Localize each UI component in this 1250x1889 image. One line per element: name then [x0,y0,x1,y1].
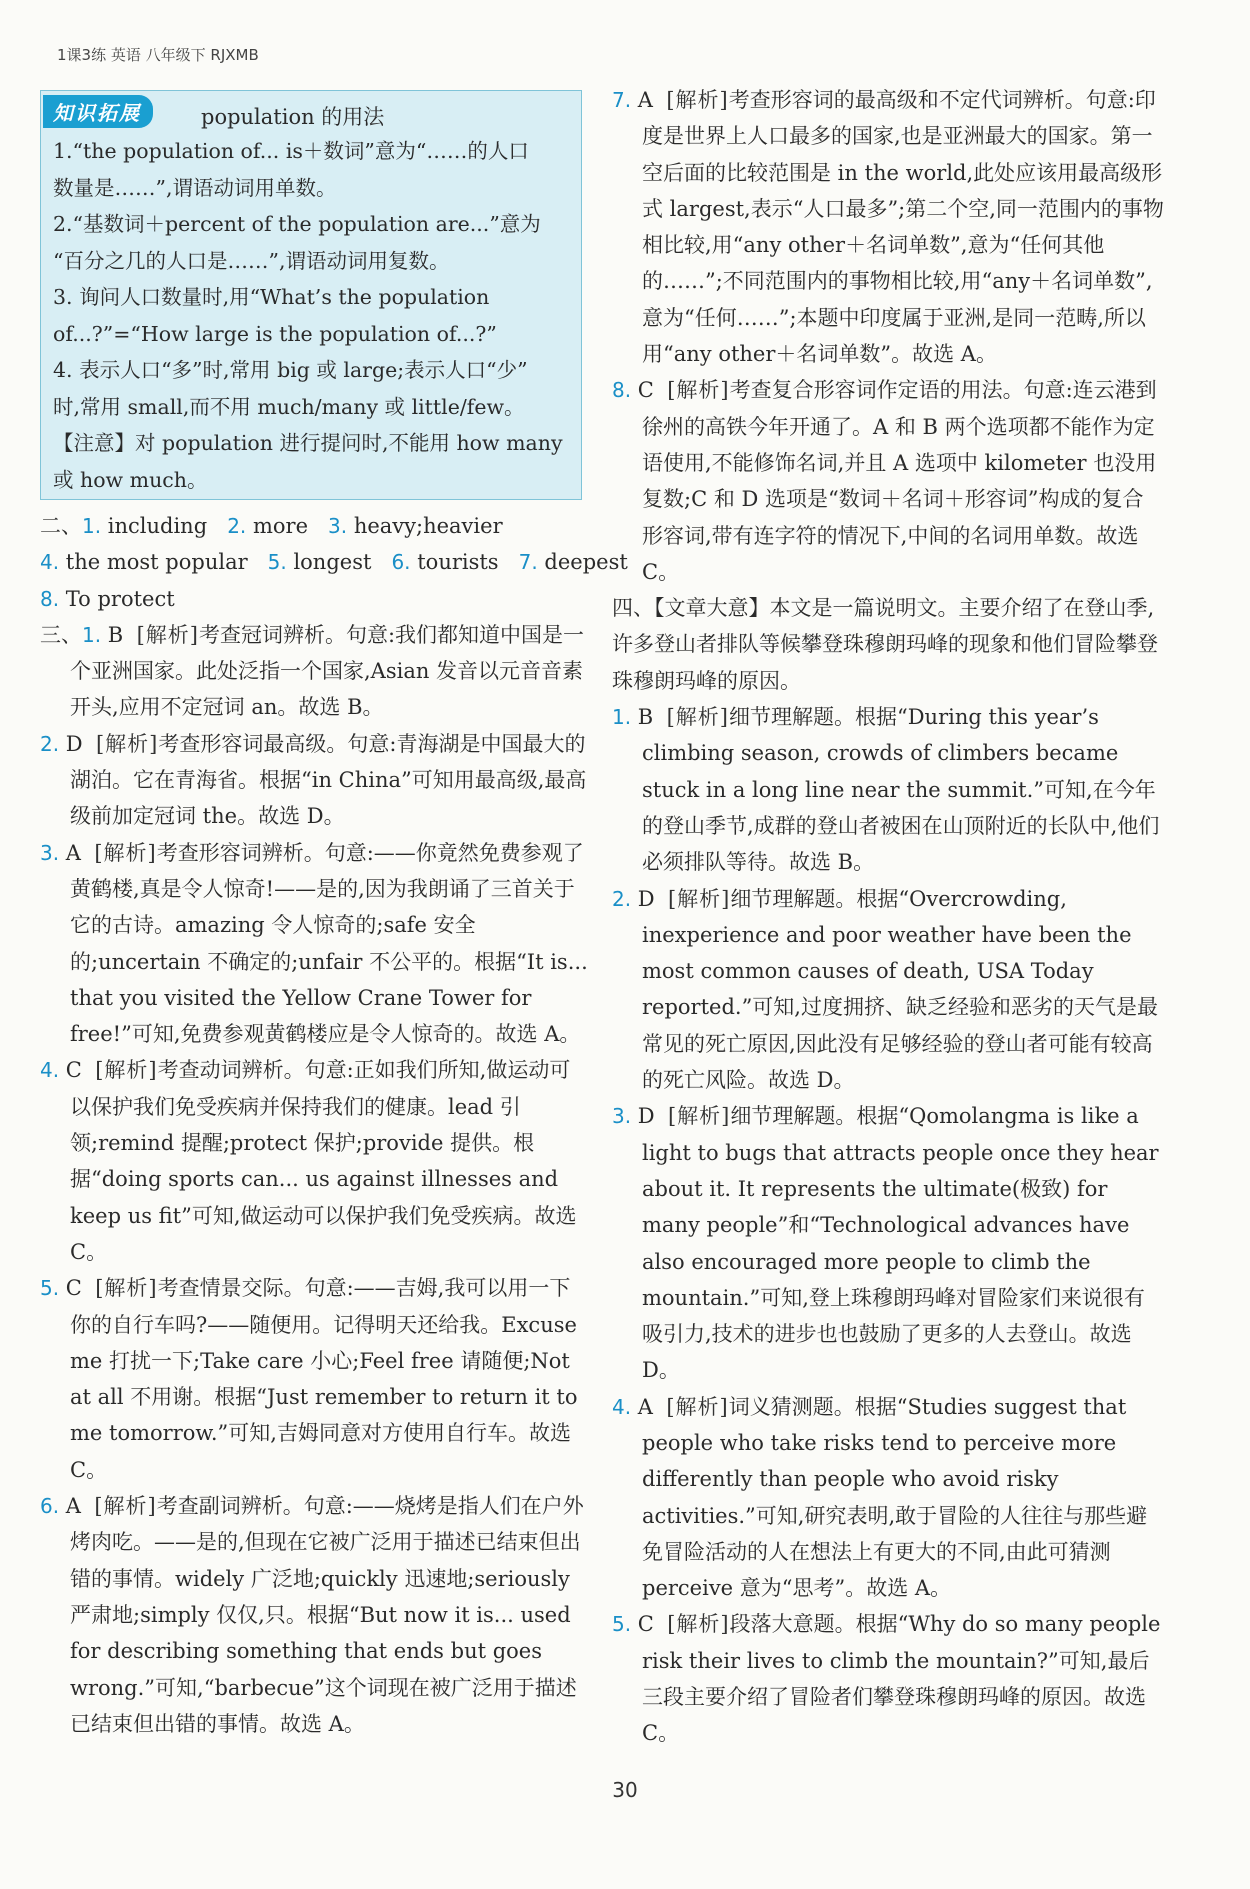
summary-text: 本文是一篇说明文。主要介绍了在登山季,许多登山者排队等候攀登珠穆朗玛峰的现象和他们冒险攀登珠穆朗玛峰的原因。 [612,596,1158,693]
explanation-item [612,82,1164,372]
answer-text: including [107,514,208,538]
item-answer: B [637,705,654,730]
item-text: 细节理解题。根据“Qomolangma is like a light to bugs that attracts people once they hear about it. It represents the ultimate(极致) for many people”和“Technological advances have also encouraged more people to climb the mountain.”可知,登上珠穆朗玛峰对冒险家们来说很有吸引力,技术的进步也也鼓励了更多的人去登山。故选 D。 [642,1104,1159,1383]
explanation-item [612,372,1164,590]
explanation-item [612,1606,1164,1751]
analysis-tag: [解析] [94,840,157,865]
answer-text: the most popular [65,550,248,575]
explanation-item [40,1052,590,1270]
item-number: 1. [612,705,632,730]
knowledge-box-title-row [53,101,573,133]
knowledge-line: 【注意】对 population 进行提问时,不能用 how many [53,431,563,455]
item-answer: D [637,1104,655,1129]
section-4-label: 四、 [612,596,654,621]
answer-number: 3. [328,514,348,538]
explanation-item [40,1488,590,1742]
answer-number: 4. [40,550,60,575]
knowledge-line: of...?”=“How large is the population of...?” [53,321,497,346]
item-number: 7. [612,88,632,112]
knowledge-line: 数量是……”,谓语动词用单数。 [53,175,337,200]
explanation-item [40,1270,590,1488]
item-text: 考查情景交际。句意:——吉姆,我可以用一下你的自行车吗?——随便用。记得明天还给我。Excuse me 打扰一下;Take care 小心;Feel free 请随便;Not at all 不用谢。根据“Just remember to return it to me tomorrow.”可知,吉姆同意对方使用自行车。故选 C。 [70,1276,578,1482]
section-4-summary [612,590,1164,699]
explanation-item [40,726,590,835]
knowledge-box-tag: 知识拓展 [43,95,153,128]
item-text: 考查形容词辨析。句意:——你竟然免费参观了黄鹤楼,真是令人惊奇!——是的,因为我朗诵了三首关于它的古诗。amazing 令人惊奇的;safe 安全的;uncertain 不确定的;unfair 不公平的。根据“It is... that you visited the Yellow Crane Tower for free!”可知,免费参观黄鹤楼应是令人惊奇的。故选 A。 [70,840,588,1047]
analysis-tag: [解析] [666,88,729,112]
item-text: 考查形容词的最高级和不定代词辨析。句意:印度是世界上人口最多的国家,也是亚洲最大的国家。第一空后面的比较范围是 in the world,此处应该用最高级形式 largest,表示“人口最多”;第二个空,同一范围内的事物相比较,用“any other＋名词单数”,意为“任何其他的……”;不同范围内的事物相比较,用“any＋名词单数”,意为“任何……”;本题中印度属于亚洲,是同一范畴,所以用“any other＋名词单数”。故选 A。 [642,88,1164,367]
analysis-tag: [解析] [667,886,731,911]
explanation-item [40,617,590,726]
item-answer: A [637,1394,653,1419]
item-answer: C [637,378,654,403]
section-2-row [40,581,590,617]
item-number: 5. [612,1612,632,1637]
knowledge-line: 或 how much。 [53,467,208,492]
analysis-tag: [解析] [666,1394,729,1419]
answer-number: 7. [518,550,538,575]
answer-number: 2. [227,514,247,538]
knowledge-box-title: population 的用法 [201,105,385,129]
explanation-item [612,1098,1164,1388]
answer-text: deepest [544,550,628,575]
answer-text: more [252,514,308,538]
section-2-label: 二、 [40,514,82,538]
explanation-item [40,835,590,1053]
answer-text: tourists [417,550,499,575]
item-answer: D [65,731,83,756]
item-number: 3. [40,840,60,865]
item-number: 3. [612,1104,632,1129]
explanation-item [612,881,1164,1099]
item-number: 6. [40,1494,60,1519]
section-3 [40,617,590,1742]
analysis-tag: [解析] [95,1276,158,1301]
knowledge-line: 3. 询问人口数量时,用“What’s the population [53,285,490,309]
analysis-tag: [解析] [95,1058,158,1083]
knowledge-line: 4. 表示人口“多”时,常用 big 或 large;表示人口“少” [53,358,528,382]
section-2-row [40,544,628,580]
item-number: 1. [82,622,102,647]
item-answer: C [65,1058,82,1083]
analysis-tag: [解析] [95,731,159,756]
explanation-item [612,1389,1164,1607]
analysis-tag: [解析] [666,705,729,730]
summary-tag: 【文章大意】 [654,596,770,621]
item-text: 细节理解题。根据“During this year’s climbing season, crowds of climbers became stuck in a long line near the summit.”可知,在今年的登山季节,成群的登山者被困在山顶附近的长队中,他们必须排队等待。故选 B。 [642,705,1160,875]
item-answer: B [107,622,124,647]
item-text: 考查动词辨析。句意:正如我们所知,做运动可以保护我们免受疾病并保持我们的健康。lead 引领;remind 提醒;protect 保护;provide 提供。根据“doing sports can... us against illnesses and keep us fit”可知,做运动可以保护我们免受疾病。故选 C。 [70,1058,577,1264]
analysis-tag: [解析] [667,378,730,403]
explanation-item [612,699,1164,880]
item-number: 4. [40,1058,60,1083]
item-text: 考查冠词辨析。句意:我们都知道中国是一个亚洲国家。此处泛指一个国家,Asian 发音以元音音素开头,应用不定冠词 an。故选 B。 [70,622,585,720]
item-answer: A [65,1494,81,1519]
knowledge-line: “百分之几的人口是……”,谓语动词用复数。 [53,248,450,273]
item-answer: C [65,1276,82,1301]
item-text: 词义猜测题。根据“Studies suggest that people who take risks tend to perceive more differently than people who avoid risky activities.”可知,研究表明,敢于冒险的人往往与那些避免冒险活动的人在想法上有更大的不同,由此可猜测 perceive 意为“思考”。故选 A。 [642,1394,1148,1601]
item-text: 考查形容词最高级。句意:青海湖是中国最大的湖泊。它在青海省。根据“in China”可知用最高级,最高级前加定冠词 the。故选 D。 [70,731,587,829]
item-text: 考查副词辨析。句意:——烧烤是指人们在户外烤肉吃。——是的,但现在它被广泛用于描述已结束但出错的事情。widely 广泛地;quickly 迅速地;seriously 严肃地;simply 仅仅,只。根据“But now it is... used for describing something that ends but goes wrong.”可知,“barbecue”这个词现在被广泛用于描述已结束但出错的事情。故选 A。 [70,1494,584,1736]
answer-text: longest [293,550,372,575]
page-number: 30 [612,1778,638,1802]
item-answer: A [637,88,653,112]
analysis-tag: [解析] [94,1494,157,1519]
item-number: 2. [612,886,632,911]
item-number: 8. [612,378,632,403]
knowledge-line: 时,常用 small,而不用 much/many 或 little/few。 [53,394,525,419]
analysis-tag: [解析] [667,1104,731,1129]
item-number: 4. [612,1394,632,1419]
item-answer: A [65,840,81,865]
answer-text: To protect [65,586,175,611]
item-text: 段落大意题。根据“Why do so many people risk their lives to climb the mountain?”可知,最后三段主要介绍了冒险者们攀登珠穆朗玛峰的原因。故选 C。 [642,1612,1161,1746]
answer-number: 8. [40,586,60,611]
section-2-row [40,508,590,544]
item-answer: C [637,1612,654,1637]
answer-number: 5. [267,550,287,575]
item-answer: D [637,886,655,911]
section-2 [40,508,628,617]
item-text: 细节理解题。根据“Overcrowding, inexperience and poor weather have been the most common causes of death, USA Today reported.”可知,过度拥挤、缺乏经验和恶劣的天气是最常见的死亡原因,因此没有足够经验的登山者可能有较高的死亡风险。故选 D。 [642,886,1158,1093]
right-column [612,82,1164,1752]
left-column [40,508,628,1742]
answer-number: 6. [391,550,411,575]
knowledge-line: 2.“基数词＋percent of the population are...”意为 [53,212,541,236]
knowledge-line: 1.“the population of... is＋数词”意为“……的人口 [53,139,529,163]
section-3-label: 三、 [40,622,82,647]
item-number: 2. [40,731,60,756]
analysis-tag: [解析] [136,622,199,647]
analysis-tag: [解析] [667,1612,730,1637]
item-number: 5. [40,1276,60,1301]
answer-number: 1. [82,514,102,538]
item-text: 考查复合形容词作定语的用法。句意:连云港到徐州的高铁今年开通了。A 和 B 两个选项都不能作为定语使用,不能修饰名词,并且 A 选项中 kilometer 也没用复数;C 和 D 选项是“数词＋名词＋形容词”构成的复合形容词,带有连字符的情况下,中间的名词用单数。故选 C。 [642,378,1157,584]
page-header: 1课3练 英语 八年级下 RJXMB [57,46,259,64]
answer-text: heavy;heavier [353,514,503,538]
knowledge-box [40,90,582,500]
